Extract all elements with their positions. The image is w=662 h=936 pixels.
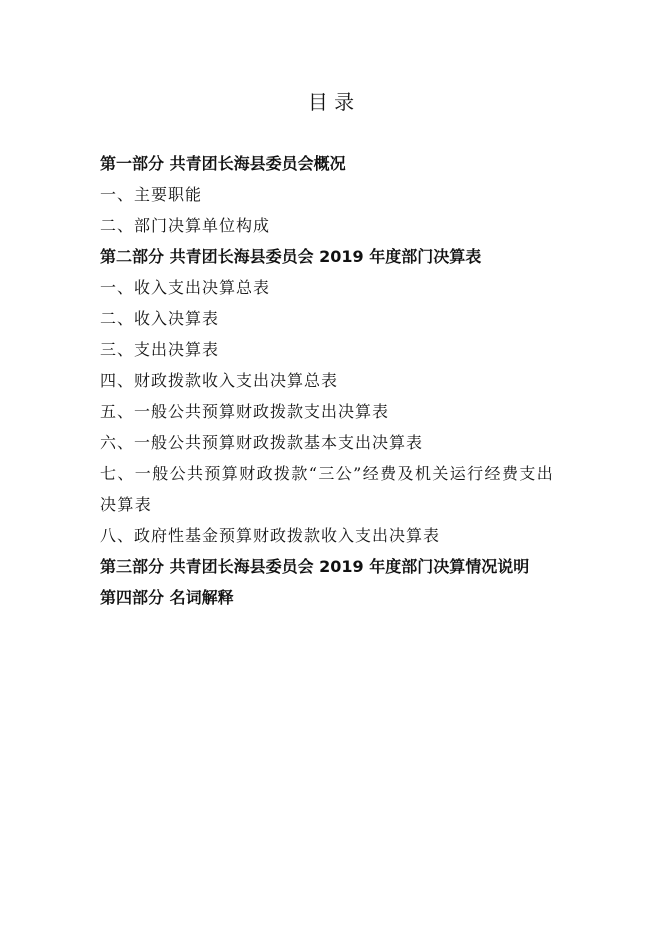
toc-part-3: 第三部分 共青团长海县委员会 2019 年度部门决算情况说明 xyxy=(100,557,530,576)
toc-item-general-budget-basic-expense: 六、一般公共预算财政拨款基本支出决算表 xyxy=(100,433,424,452)
toc-item-three-public-expenses: 七、一般公共预算财政拨款“三公”经费及机关运行经费支出决算表 xyxy=(100,464,555,514)
toc-item-fiscal-summary: 四、财政拨款收入支出决算总表 xyxy=(100,371,339,390)
toc-part-1: 第一部分 共青团长海县委员会概况 xyxy=(100,154,346,173)
toc-part-4: 第四部分 名词解释 xyxy=(100,588,234,607)
toc-title: 目 录 xyxy=(307,90,355,114)
toc-item-government-fund: 八、政府性基金预算财政拨款收入支出决算表 xyxy=(100,526,441,545)
toc-item-main-functions: 一、主要职能 xyxy=(100,185,203,204)
toc-item-general-budget-expense: 五、一般公共预算财政拨款支出决算表 xyxy=(100,402,390,421)
toc-item-expense-table: 三、支出决算表 xyxy=(100,340,220,359)
toc-item-unit-composition: 二、部门决算单位构成 xyxy=(100,216,271,235)
toc-part-2: 第二部分 共青团长海县委员会 2019 年度部门决算表 xyxy=(100,247,482,266)
toc-list xyxy=(100,148,568,613)
toc-item-income-expense-summary: 一、收入支出决算总表 xyxy=(100,278,271,297)
toc-item-income-table: 二、收入决算表 xyxy=(100,309,220,328)
